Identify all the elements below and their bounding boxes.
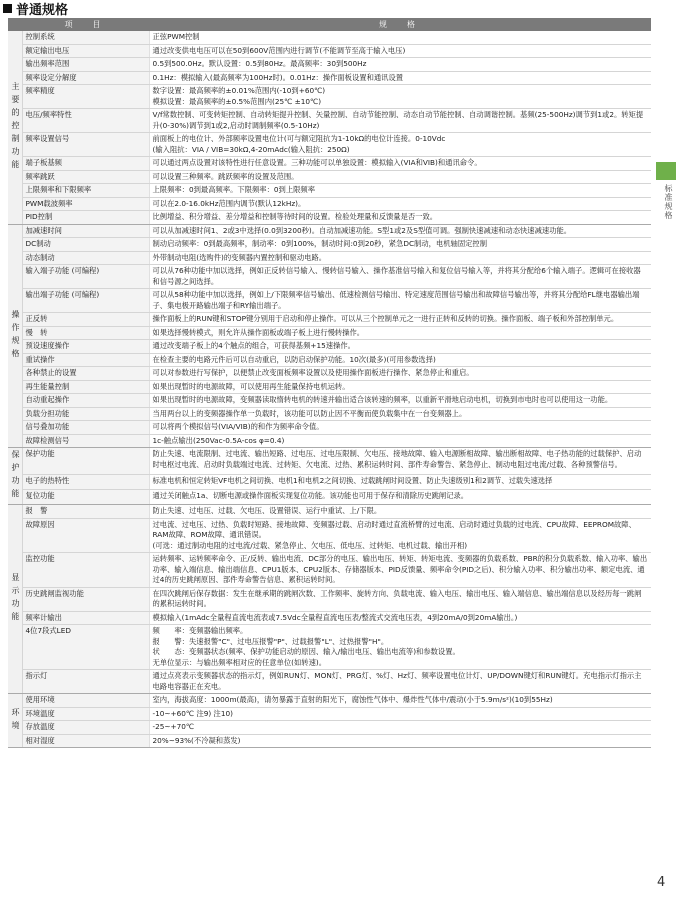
row-spec [149,421,651,435]
spec-line: 0.1Hz：模拟输入(最高频率为100Hz时)。0.01Hz：操作面板设置和通讯设置 [152,72,404,82]
row-spec [149,313,651,327]
spec-line: 在四次跳闸后保存数据：发生在继承期的跳闸次数、工作频率、旋转方向、负载电流、输入电压、输出电压、输入端信息、输出端信息以及经历每一跳闸的累积运转时间。 [152,588,642,608]
table-row [8,707,651,721]
row-item: 环境温度 [22,707,149,721]
row-spec [149,133,651,157]
row-item: 电压/频率特性 [22,109,149,133]
spec-line: 数字设置：最高频率的±0.01%范围内(-10到+60℃) [152,86,326,95]
spec-line: 如果出现暂时的电源故障，变频器读取惰转电机的转速并输出适合该转速的频率，以重新平滑地启动电机，切换到市电时也可以使用这一功能。 [152,395,613,404]
table-row [8,71,651,85]
table-row [8,265,651,289]
row-spec [149,44,651,58]
spec-line: 状 态：变频器状态(频率、保护功能启动的原因、输入/输出电压、输出电流等)和参数设置。 [152,647,460,656]
spec-line: 标准电机和恒定转矩VF电机之间切换、电机1和电机2之间切换、过载跳闸时间设置、防止失速级别1和2调节、过载失速选择 [152,475,553,485]
row-spec [149,251,651,265]
row-spec [149,734,651,748]
row-spec [149,71,651,85]
spec-line: 上限频率：0到最高频率。下限频率：0到上限频率 [152,185,316,194]
spec-line: 过电流、过电压、过热、负载时短路、接地故障、变频器过载、启动时通过直流桥臂的过电流、启动时通过负载的过电流、CPU故障、EEPROM故障、RAM故障、ROM故障、通讯错误。 [152,519,636,539]
table-row [8,289,651,313]
row-item: 加减速时间 [22,224,149,238]
row-item: 输出频率范围 [22,58,149,72]
table-row [8,85,651,109]
row-spec [149,434,651,448]
spec-line: 通过点亮表示变频器状态的指示灯，例如RUN灯、MON灯、PRG灯、%灯、Hz灯、频率设置电位计灯、UP/DOWN键灯和RUN键灯。充电指示灯指示主电路电容器正在充电。 [152,671,642,691]
spec-line: (输入阻抗：VIA / VIB=30kΩ,4-20mAdc(输入阻抗：250Ω) [152,144,350,154]
spec-line: V/f常数控制、可变转矩控制、自动转矩提升控制、矢量控制、自动节能控制、动态自动节能控制、自动调谐控制。基频(25-500Hz)调节到1或2。转矩提升(0-30%)调节到1或2,启动时调制频率(0.5-10Hz) [152,110,644,130]
spec-line: 频 率：变频器输出频率。 [152,626,248,635]
spec-line: 通过改变端子板上的4个触点的组合，可获得基频+15速操作。 [152,341,355,350]
row-spec [149,670,651,694]
row-item: 预设速度操作 [22,340,149,354]
row-item: 额定输出电压 [22,44,149,58]
row-item: 端子板基频 [22,157,149,171]
spec-line: -10~+60℃ 注9) 注10) [152,708,233,718]
chapter-tab [656,162,676,180]
row-spec [149,31,651,44]
spec-line: 1c-触点输出(250Vac-0.5A-cos φ=0.4) [152,435,285,445]
table-row [8,489,651,504]
row-spec [149,224,651,238]
row-item: 上限频率和下限频率 [22,184,149,198]
spec-line: 外带制动电阻(选购件)的变频器内置控制和驱动电路。 [152,252,327,262]
table-row [8,421,651,435]
spec-line: 通过关闭触点1a、切断电源或操作面板实现复位功能。该功能也可用于保存和清除历史跳闸记录。 [152,490,469,500]
row-spec [149,611,651,625]
table-row [8,224,651,238]
row-item: 报 警 [22,505,149,519]
row-spec [149,238,651,252]
row-spec [149,587,651,611]
row-item: 4位7段式LED [22,625,149,670]
spec-line: 室内，海拔高度：1000m(最高)，请勿暴露于直射的阳光下，腐蚀性气体中、爆炸性气体中/震动(小于5.9m/s²)(10到55Hz) [152,695,553,704]
row-item: 信号叠加功能 [22,421,149,435]
row-item: 慢 转 [22,326,149,340]
table-row [8,721,651,735]
row-spec [149,85,651,109]
table-row [8,587,651,611]
row-item: 监控功能 [22,553,149,588]
table-row [8,184,651,198]
spec-table [8,18,651,748]
row-item: 控制系统 [22,31,149,44]
row-spec [149,289,651,313]
spec-line: 报 警：失速报警"C"、过电压报警"P"、过载报警"L"、过热报警"H"。 [152,636,389,646]
section-heading [3,0,68,16]
row-spec [149,553,651,588]
spec-line: 当用两台以上的变频器操作单一负载时，该功能可以防止因不平衡而使负载集中在一台变频器上。 [152,408,467,418]
row-item: 正反转 [22,313,149,327]
row-spec [149,505,651,519]
table-row [8,407,651,421]
row-item: 负载分担功能 [22,407,149,421]
row-spec [149,109,651,133]
spec-line: 可以设置三种频率。跳跃频率的设置及范围。 [152,171,299,181]
spec-line: 在检查主要的电路元件后可以自动重启，以防启动保护功能。10次(最多)(可用参数选择) [152,354,436,364]
row-spec [149,157,651,171]
table-row [8,505,651,519]
row-spec [149,353,651,367]
table-row [8,394,651,408]
row-spec [149,394,651,408]
heading-square-icon [3,4,12,13]
table-row [8,611,651,625]
spec-line: 比例增益、积分增益、差分增益和控制等待时间的设置。检验处理量和反馈量是否一致。 [152,212,438,221]
spec-line: 通过改变供电电压可以在50到600V范围内进行调节(不能调节至高于输入电压) [152,45,406,55]
spec-line: 如果出现暂时的电源故障，可以使用再生能量保持电机运转。 [152,381,350,391]
table-row [8,694,651,708]
section-category: 环境 [8,694,22,748]
spec-line: 如果选择慢转模式，则允许从操作面板或端子板上进行慢转操作。 [152,327,365,337]
table-row [8,44,651,58]
row-spec [149,58,651,72]
table-row [8,211,651,225]
spec-line: 操作面板上的RUN键和STOP键分别用于启动和停止操作。可以从三个控制单元之一进行正转和反转的切换。操作面板、端子板和外部控制单元。 [152,314,619,323]
row-item: 频率计输出 [22,611,149,625]
row-item: 保护功能 [22,448,149,475]
row-spec [149,518,651,553]
row-item: 频率精度 [22,85,149,109]
row-spec [149,211,651,225]
spec-line: 无单位显示：与输出频率相对应的任意单位(如转速)。 [152,657,327,667]
row-spec [149,326,651,340]
row-item: 故障原因 [22,518,149,553]
spec-line: 可以在2.0-16.0kHz范围内调节(默认12kHz)。 [152,198,306,208]
row-spec [149,474,651,489]
row-item: 频率设置信号 [22,133,149,157]
table-row [8,434,651,448]
spec-line: (可选：通过制动电阻的过电流/过载、紧急停止、欠电压、低电压、过转矩、电机过载、输出开相) [152,540,468,550]
spec-line: 正弦PWM控制 [152,32,200,41]
spec-line: 模拟设置：最高频率的±0.5%范围内(25℃ ±10℃) [152,96,322,106]
row-item: 使用环境 [22,694,149,708]
row-item: 电子的热特性 [22,474,149,489]
row-item: 各种禁止的设置 [22,367,149,381]
row-item: 复位功能 [22,489,149,504]
spec-line: 可以将两个模拟信号(VIA/VIB)的和作为频率命令值。 [152,422,324,431]
row-item: DC制动 [22,238,149,252]
spec-line: 可以从76种功能中加以选择，例如正反转信号输入、慢转信号输入、操作基准信号输入和复位信号输入等，并将其分配给6个输入端子。逻辑可在接收器和信号源之间选择。 [152,266,641,286]
row-item: 自动重起操作 [22,394,149,408]
section-category: 保护功能 [8,448,22,505]
table-row [8,109,651,133]
row-item: PWM载波频率 [22,197,149,211]
row-item: 频率设定分解度 [22,71,149,85]
table-row [8,340,651,354]
spec-line: -25~+70℃ [152,722,195,731]
header-spec: 规 格 [149,18,651,31]
section-category: 操作规格 [8,224,22,448]
row-item: 频率跳跃 [22,170,149,184]
row-spec [149,170,651,184]
spec-line: 模拟输入(1mAdc全量程直流电流表或7.5Vdc全量程直流电压表/整流式交流电压表，4到20mA/0到20mA输出。) [152,612,518,622]
side-label: 标准规格 [664,184,673,220]
table-row [8,133,651,157]
row-spec [149,448,651,475]
header-category [8,18,22,31]
row-spec [149,721,651,735]
spec-line: 防止失速、电流限制、过电流、输出短路、过电压、过电压限制、欠电压、接地故障、输入电源断相故障、输出断相故障、电子热功能的过载保护、启动时电枢过电流、启动时负载端过电流、过转矩、欠电流、过热、累积运转时间、部件寿命警告、紧急停止、制动电阻过电流/过载、各种预警信号。 [152,449,642,469]
header-item: 项 目 [22,18,149,31]
table-row [8,170,651,184]
row-item: 重试操作 [22,353,149,367]
table-row [8,251,651,265]
table-row [8,518,651,553]
row-spec [149,197,651,211]
row-item: 存放温度 [22,721,149,735]
spec-line: 可以对参数进行写保护，以便禁止改变面板频率设置以及使用操作面板进行操作、紧急停止和重启。 [152,368,474,377]
row-spec [149,707,651,721]
table-row [8,474,651,489]
page-number: 4 [657,875,666,890]
row-item: 指示灯 [22,670,149,694]
table-row [8,31,651,44]
heading-title: 普通规格 [16,2,69,18]
row-spec [149,380,651,394]
spec-line: 20%~93%(不冷凝和蒸发) [152,735,241,745]
table-row [8,238,651,252]
spec-line: 防止失速、过电压、过载、欠电压、设置错误、运行中重试、上/下限。 [152,506,382,515]
row-spec [149,184,651,198]
row-spec [149,625,651,670]
row-item: 故障检测信号 [22,434,149,448]
section-category: 主要的控制功能 [8,31,22,224]
spec-line: 制动启动频率：0到最高频率，制动率：0到100%，制动时间:0到20秒，紧急DC制动，电机轴固定控制 [152,239,488,248]
table-row [8,197,651,211]
row-item: 再生能量控制 [22,380,149,394]
row-spec [149,489,651,504]
spec-line: 运转频率、运转频率命令、正/反转、输出电流、DC部分的电压、输出电压、转矩、转矩电流、变频器的负载系数、PBR的积分负载系数、输入功率、输出功率、输入端信息、输出端信息、CPU1版本、CPU2版本、存储器版本、PID反馈量、频率命令(PID之后)、积分输入功率、积分输出功率、额定电流、通过4的历史跳闸原因、部件寿命警告信息、累积运转时间。 [152,554,648,584]
table-row [8,448,651,475]
row-spec [149,694,651,708]
row-spec [149,367,651,381]
table-row [8,326,651,340]
table-row [8,553,651,588]
table-row [8,380,651,394]
row-item: 输出端子功能 (可编程) [22,289,149,313]
table-row [8,625,651,670]
table-row [8,313,651,327]
spec-line: 可以从58种功能中加以选择，例如上/下限频率信号输出、低速检测信号输出、特定速度范围信号输出和故障信号输出等，并将其分配给FL继电器输出端子、集电极开路输出端子和RY输出端子。 [152,290,640,310]
table-row [8,734,651,748]
row-spec [149,265,651,289]
spec-line: 0.5到500.0Hz。默认设置：0.5到80Hz。最高频率：30到500Hz [152,59,367,68]
table-row [8,670,651,694]
spec-line: 可以通过两点设置对该特性进行任意设置。三种功能可以单独设置：模拟输入(VIA和VIB)和通讯命令。 [152,158,482,167]
table-header-row [8,18,651,31]
row-item: 动态制动 [22,251,149,265]
row-spec [149,407,651,421]
section-category: 显示功能 [8,505,22,694]
table-row [8,367,651,381]
row-item: 相对湿度 [22,734,149,748]
table-row [8,353,651,367]
row-spec [149,340,651,354]
row-item: PID控制 [22,211,149,225]
table-row [8,58,651,72]
spec-line: 前面板上的电位计、外部频率设置电位计(可与额定阻抗为1-10kΩ的电位计连接。0-10Vdc [152,134,446,143]
table-row [8,157,651,171]
spec-line: 可以从加减速时间1、2或3中选择(0.0到3200秒)。自动加减速功能。S型1或2及S型值可调。强制快速减速和动态快速减速功能。 [152,225,572,235]
row-item: 历史跳闸监视功能 [22,587,149,611]
row-item: 输入端子功能 (可编程) [22,265,149,289]
